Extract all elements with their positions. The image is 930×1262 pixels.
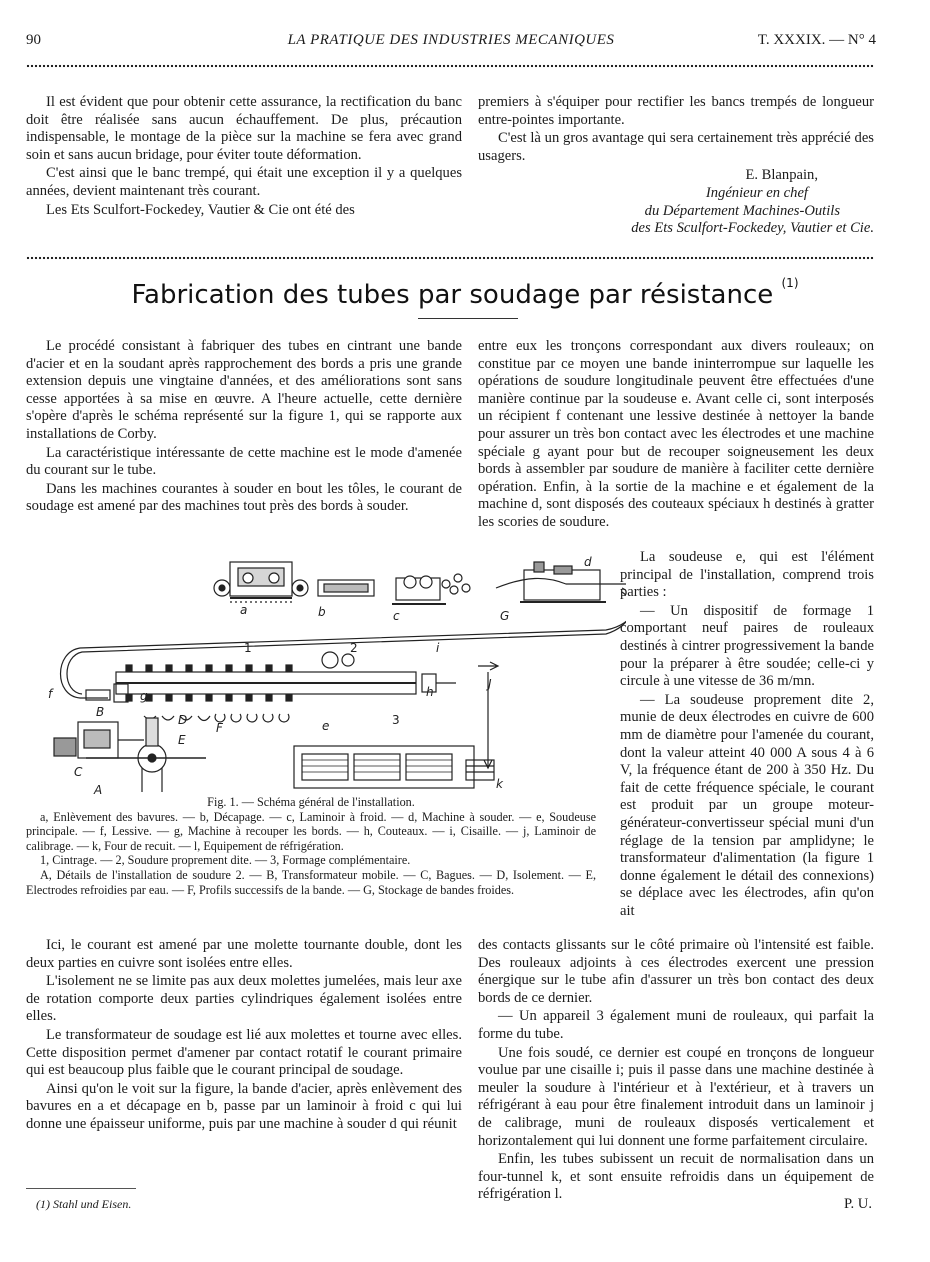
label-1: 1 [244,641,252,655]
paragraph: Ici, le courant est amené par une molette tournante double, dont les deux parties en cuivre sont isolées entre elles. [26,937,462,971]
label-A: A [94,783,103,796]
prev-article-left-column [26,94,462,219]
author-name: E. Blanpain, [745,167,818,184]
label-E: E [178,733,186,747]
title-underline [418,318,518,319]
strip-coil-g [442,580,450,588]
paragraph: entre eux les tronçons correspondant aux divers rouleaux; on constitue par ce moyen une bande ininterrompue sur laquelle les opérations de soudure longitudinale peuvent être effectuées d'une manière continue par la soudeuse e. Avant celle ci, sont interposés un récipient f contenant une lessive destinée à nettoyer la bande pour assurer un très bon contact avec les électrodes et une machine spéciale g ayant pour but de recouper soigneusement les deux bords à assembler par soudure de manière à faciliter cette dernière opération. Enfin, à la sortie de la machine e et également de la machine d, sont disposés des couteaux spéciaux h destinés à gratter les scories de soudure. [478,338,874,530]
footnote: (1) Stahl und Eisen. [36,1197,132,1211]
article-right-middle-column [620,549,874,920]
paragraph: premiers à s'équiper pour rectifier les bancs trempés de longueur entre-pointes importante. [478,94,874,128]
paragraph: Dans les machines courantes à souder en bout les tôles, le courant de soudage est amené par des machines tout près des bords à souder. [26,480,462,515]
label-C: C [74,765,83,779]
volume-number: T. XXXIX. — N° 4 [757,32,876,48]
title-footnote-mark: (1) [781,276,799,291]
section-dotted-rule [26,256,874,260]
author-title: Ingénieur en chef [705,184,808,201]
caption-line: A, Détails de l'installation de soudure 2. — B, Transformateur mobile. — C, Bagues. — D, Isolement. — E, Electrodes refroidies par eau. — F, Profils successifs de la bande. — G, Stockage de bandes froides. [26,867,596,897]
installation-schematic-figure [26,548,626,796]
paragraph: L'isolement ne se limite pas aux deux molettes jumelées, mais leur axe de rotation comporte deux parties cylindriques également isolées entre elles. [26,973,462,1025]
caption-line: 1, Cintrage. — 2, Soudure proprement dite. — 3, Formage complémentaire. [40,853,411,868]
header-dotted-rule [26,64,874,68]
label-D: D [178,713,188,727]
article-left-top-column [26,338,462,516]
label-i: i [436,641,440,655]
label-f: f [48,687,53,701]
cooling-equipment-l [466,760,494,780]
paragraph: La soudeuse e, qui est l'élément principal de l'installation, comprend trois parties : [620,549,874,601]
label-c: c [393,609,400,623]
cutter-j-arrow [478,662,498,670]
page-number: 90 [26,32,41,48]
label-d: d [584,555,592,569]
label-G: G [500,609,510,623]
figure-caption [26,795,596,897]
article-right-top-column [478,338,874,532]
author-department: du Département Machines-Outils [644,202,840,219]
author-signature [478,167,874,237]
paragraph: Le transformateur de soudage est lié aux molettes et tourne avec elles. Cette disposition permet d'amener par contact rotatif le courant primaire qui est beaucoup plus faible que le courant principal de soudage. [26,1026,462,1079]
label-e: e [322,719,330,733]
label-B: B [96,705,105,719]
paragraph: — Un appareil 3 également muni de rouleaux, qui parfait la forme du tube. [478,1008,874,1042]
paragraph: La caractéristique intéressante de cette machine est le mode d'amenée du courant sur le tube. [26,444,462,479]
paragraph: Il est évident que pour obtenir cette assurance, la rectification du banc doit être réalisée sans aucun échauffement. De plus, précaution indispensable, le montage de la pièce sur la machine se fera avec grand soin et sans aucun bridage, pour éviter toute déformation. [26,94,462,163]
label-b: b [318,605,326,619]
paragraph: des contacts glissants sur le côté primaire où l'intensité est faible. Des rouleaux adjoints à ces électrodes exercent une pression énergique sur le tube afin d'assurer un très bon contact des deux bords de ce dernier. [478,937,874,1006]
label-j: J [488,677,492,691]
paragraph: C'est là un gros avantage qui sera certainement très apprécié des usagers. [478,130,874,164]
prev-article-right-column [478,94,874,238]
paragraph: Le procédé consistant à fabriquer des tubes en cintrant une bande d'acier et en la soudant après rapprochement des bords a pris une grande extension depuis une vingtaine d'années, et des améliorations sont sans cesse apportées à sa mise en œuvre. A l'heure actuelle, cette dernière s'opère d'après le schéma représenté sur la figure 1, qui se rapporte aux installations de Corby. [26,338,462,442]
author-company: des Ets Sculfort-Fockedey, Vautier et Cie. [631,220,874,237]
label-F: F [216,721,223,735]
article-title-text: Fabrication des tubes par soudage par résistance [131,280,774,310]
author-initials: P. U. [844,1196,872,1212]
strip-loop [496,578,626,588]
label-g: g [140,689,148,703]
electrode-wheel [322,652,338,668]
paragraph: Les Ets Sculfort-Fockedey, Vautier & Cie ont été des [46,201,355,218]
article-right-bottom-column [478,937,874,1204]
caption-line: a, Enlèvement des bavures. — b, Décapage. — c, Laminoir à froid. — d, Machine à souder. — e, Soudeuse principale. — f, Lessive. — g, Machine à recouper les bords. — h, Couteaux. — i, Cisaille. — j, Laminoir de calibrage. — k, Four de recuit. — l, Equipement de réfrigération. [26,809,596,853]
label-a: a [240,603,248,617]
journal-title: LA PRATIQUE DES INDUSTRIES MECANIQUES [287,32,615,48]
paragraph: Enfin, les tubes subissent un recuit de normalisation dans un four-tunnel k, et sont ensuite refroidis dans un équipement de réfrigération l. [478,1151,874,1203]
label-k: k [496,777,503,791]
paragraph: Une fois soudé, ce dernier est coupé en tronçons de longueur voulue par une cisaille i; puis il passe dans une machine destinée à meuler la soudure à l'intérieur et à l'extérieur, et à travers un réfrigérant à eau pour être finalement introduit dans un laminoir j de calibrage, muni de rouleaux disposés verticalement et horizontalement qui lui donnent une forme parfaitement circulaire. [478,1044,874,1149]
label-2: 2 [350,641,358,655]
footnote-rule [26,1188,136,1189]
label-h: h [426,685,434,699]
running-header [26,32,876,52]
article-title [0,276,930,310]
article-left-bottom-column [26,937,462,1134]
caption-title: Fig. 1. — Schéma général de l'installation. [207,795,415,809]
paragraph: C'est ainsi que le banc trempé, qui était une exception il y a quelques années, devient maintenant très courant. [26,165,462,199]
label-3: 3 [392,713,400,727]
paragraph: Ainsi qu'on le voit sur la figure, la bande d'acier, après enlèvement des bavures en a et décapage en b, passe par un laminoir à froid c qui lui donne une épaisseur uniforme, puis par une machine à souder d qui réunit [26,1080,462,1132]
paragraph: — Un dispositif de formage 1 comportant neuf paires de rouleaux destinés à cintrer progressivement la bande pour la préparer à être soudée; celle-ci y circule à une vitesse de 36 m/mn. [620,602,874,690]
cold-rolling-mill-c [396,578,440,600]
paragraph: — La soudeuse proprement dite 2, munie de deux électrodes en cuivre de 600 mm de diamètre pour l'amenée du courant, dont la valeur atteint 40 000 A sous 4 à 6 V, la fréquence étant de 200 à 350 Hz. Du fait de cette fréquence spéciale, le courant est produit par un groupe moteur-générateur-convertisseur spécial muni d'un réglage de la tension par amplidyne; le transformateur d'alimentation (la figure 1 donne également le détail des connexions) se déplace avec les électrodes, afin qu'on ait [620,691,874,919]
